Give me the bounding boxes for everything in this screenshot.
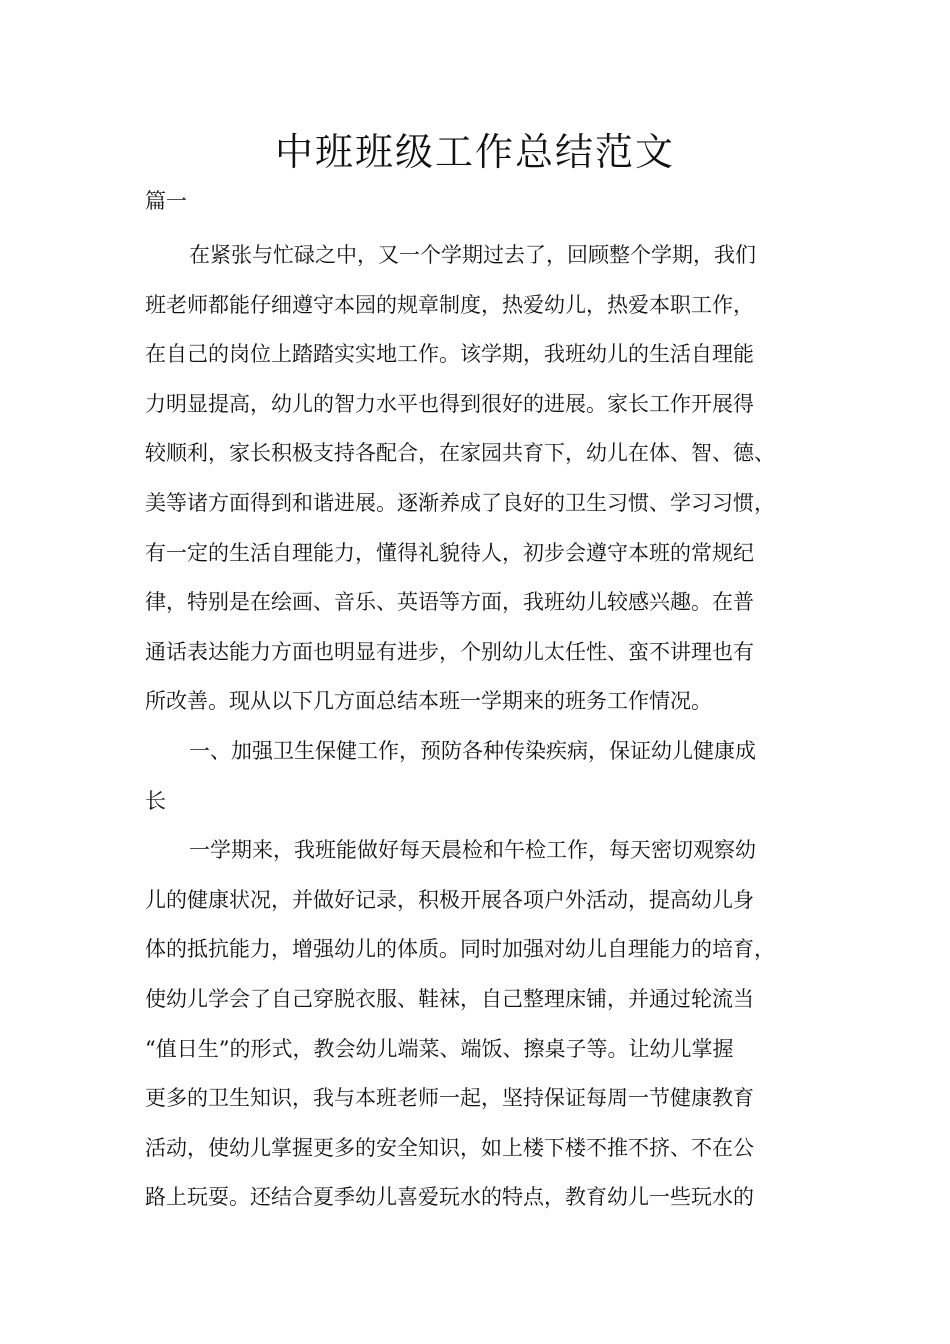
paragraph-line: 律，特别是在绘画、音乐、英语等方面，我班幼儿较感兴趣。在普 xyxy=(145,590,754,615)
heading-line: 一、加强卫生保健工作，预防各种传染疾病，保证幼儿健康成 xyxy=(189,738,756,763)
paragraph-line: 所改善。现从以下几方面总结本班一学期来的班务工作情况。 xyxy=(145,689,712,714)
paragraph-line: 美等诸方面得到和谐进展。逐渐养成了良好的卫生习惯、学习习惯， xyxy=(145,490,775,515)
heading-line: 长 xyxy=(145,788,166,813)
paragraph-line: 更多的卫生知识，我与本班老师一起，坚持保证每周一节健康教育 xyxy=(145,1086,754,1111)
section-label: 篇一 xyxy=(145,189,187,213)
paragraph-line: 班老师都能仔细遵守本园的规章制度，热爱幼儿，热爱本职工作， xyxy=(145,292,754,317)
paragraph-line: 力明显提高，幼儿的智力水平也得到很好的进展。家长工作开展得 xyxy=(145,391,754,416)
paragraph-line: 在自己的岗位上踏踏实实地工作。该学期，我班幼儿的生活自理能 xyxy=(145,342,754,367)
paragraph-line: 儿的健康状况，并做好记录，积极开展各项户外活动，提高幼儿身 xyxy=(145,887,754,912)
paragraph-line: 较顺利，家长积极支持各配合，在家园共育下，幼儿在体、智、德、 xyxy=(145,441,775,466)
paragraph-line: 体的抵抗能力，增强幼儿的体质。同时加强对幼儿自理能力的培育， xyxy=(145,937,775,962)
paragraph-line: 路上玩耍。还结合夏季幼儿喜爱玩水的特点，教育幼儿一些玩水的 xyxy=(145,1185,754,1210)
paragraph-line: 活动，使幼儿掌握更多的安全知识，如上楼下楼不推不挤、不在公 xyxy=(145,1135,754,1160)
paragraph-line: 有一定的生活自理能力，懂得礼貌待人，初步会遵守本班的常规纪 xyxy=(145,540,754,565)
paragraph-line: “值日生”的形式，教会幼儿端菜、端饭、擦桌子等。让幼儿掌握 xyxy=(145,1036,734,1061)
paragraph-line: 使幼儿学会了自己穿脱衣服、鞋袜，自己整理床铺，并通过轮流当 xyxy=(145,986,754,1011)
paragraph-line: 在紧张与忙碌之中，又一个学期过去了，回顾整个学期，我们 xyxy=(189,243,756,267)
document-body xyxy=(145,231,825,1223)
document-title: 中班班级工作总结范文 xyxy=(274,130,675,174)
paragraph-line: 通话表达能力方面也明显有进步，个别幼儿太任性、蛮不讲理也有 xyxy=(145,639,754,664)
paragraph-line: 一学期来，我班能做好每天晨检和午检工作，每天密切观察幼 xyxy=(189,838,756,863)
